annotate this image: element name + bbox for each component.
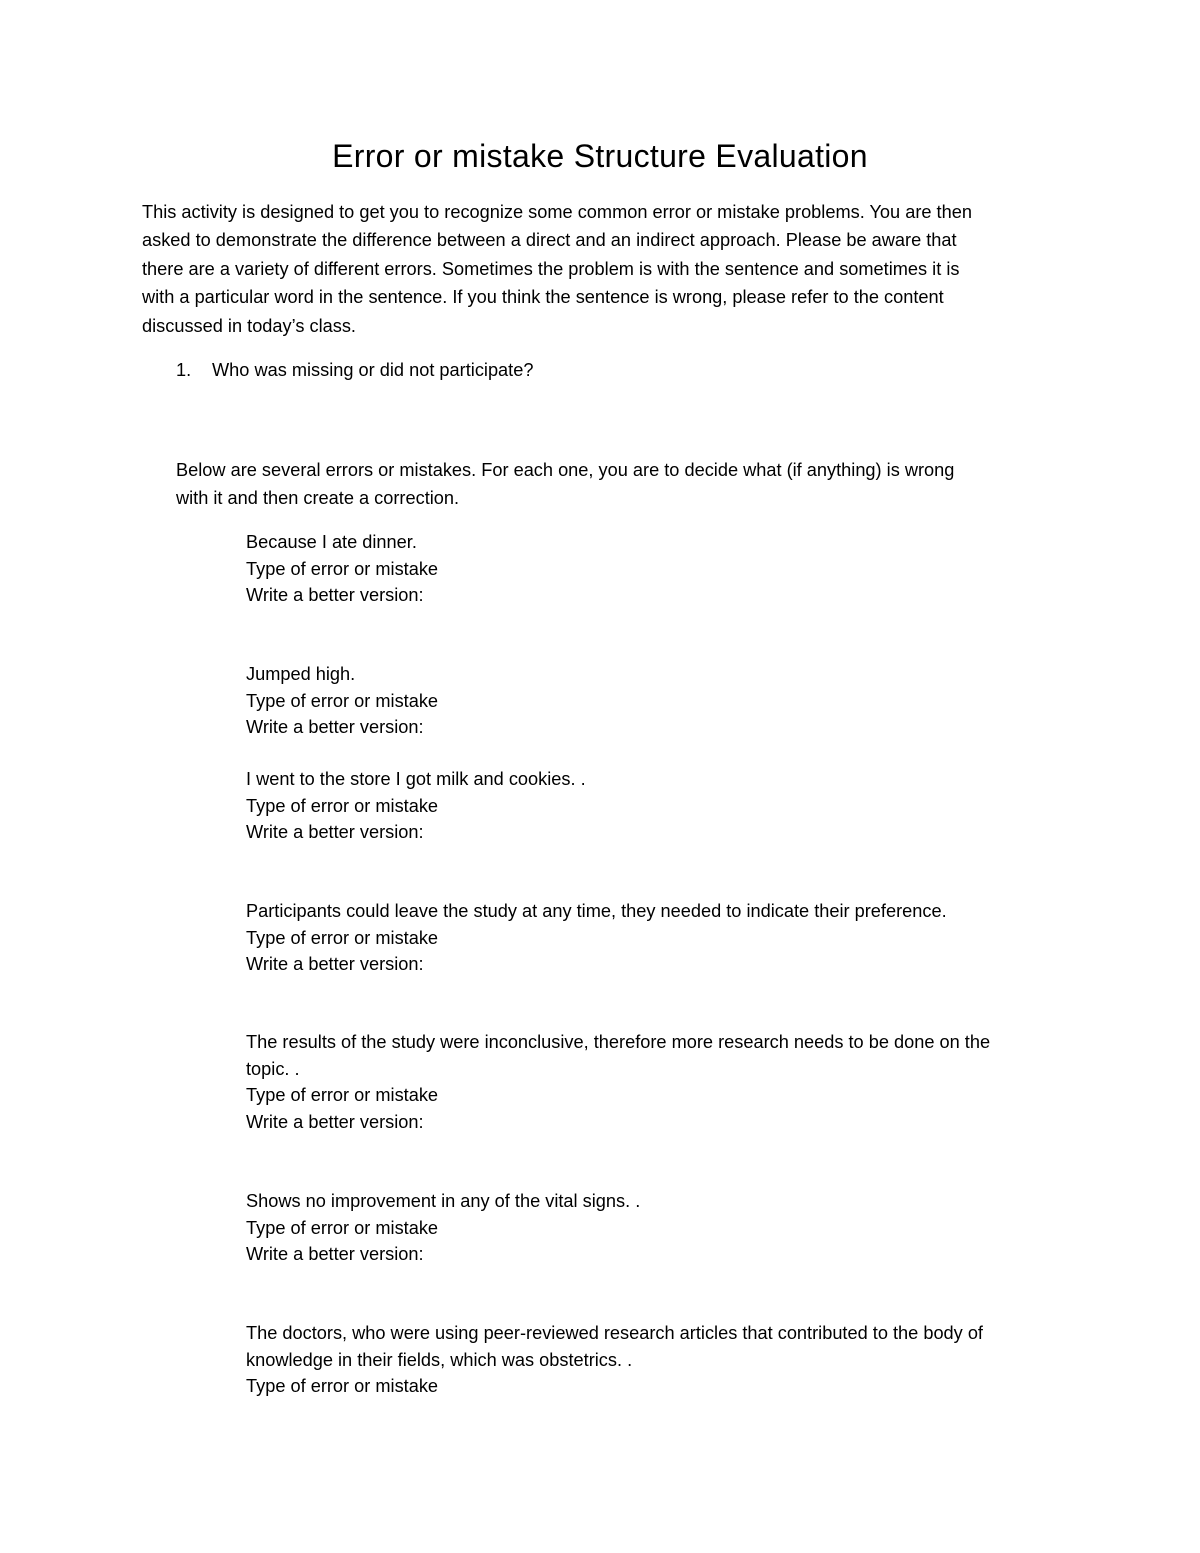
exercise-item — [246, 1320, 983, 1400]
page-title: Error or mistake Structure Evaluation — [332, 138, 868, 174]
exercise-item — [246, 766, 586, 846]
rewrite-label: Write a better version: — [246, 585, 424, 606]
rewrite-label: Write a better version: — [246, 954, 424, 975]
exercise-sentence-continued: knowledge in their fields, which was obstetrics. . — [246, 1349, 633, 1370]
exercise-sentence: Jumped high. — [246, 664, 356, 684]
exercise-sentence: Shows no improvement in any of the vital signs. . — [246, 1191, 641, 1211]
exercise-item — [246, 661, 438, 741]
intro-paragraph — [142, 198, 1062, 340]
rewrite-label: Write a better version: — [246, 717, 424, 738]
intro-line: discussed in today’s class. — [142, 315, 356, 336]
exercise-item — [246, 1188, 640, 1268]
exercise-item — [246, 529, 438, 609]
instructions-line: Below are several errors or mistakes. For each one, you are to decide what (if anything) is wrong — [176, 460, 955, 480]
rewrite-label: Write a better version: — [246, 1244, 424, 1265]
intro-line: there are a variety of different errors. Sometimes the problem is with the sentence and sometimes it is — [142, 258, 960, 279]
intro-line: asked to demonstrate the difference between a direct and an indirect approach. Please be aware that — [142, 230, 957, 251]
instructions-line: with it and then create a correction. — [176, 488, 460, 509]
exercise-sentence: The results of the study were inconclusive, therefore more research needs to be done on the — [246, 1032, 991, 1052]
question-text: Who was missing or did not participate? — [212, 360, 534, 380]
error-type-label: Type of error or mistake — [246, 927, 439, 948]
exercise-sentence-continued: topic. . — [246, 1058, 300, 1079]
numbered-question — [176, 356, 533, 384]
instructions-paragraph — [176, 456, 954, 513]
exercise-sentence: The doctors, who were using peer-reviewed research articles that contributed to the body of — [246, 1323, 983, 1343]
exercise-item — [246, 1029, 990, 1135]
intro-line: This activity is designed to get you to recognize some common error or mistake problems. You are then — [142, 202, 972, 222]
error-type-label: Type of error or mistake — [246, 690, 439, 711]
intro-line: with a particular word in the sentence. If you think the sentence is wrong, please refer to the content — [142, 287, 944, 308]
error-type-label: Type of error or mistake — [246, 795, 439, 816]
exercise-sentence: I went to the store I got milk and cookies. . — [246, 769, 586, 789]
exercise-sentence: Because I ate dinner. — [246, 532, 417, 552]
exercise-sentence: Participants could leave the study at any time, they needed to indicate their preference. — [246, 901, 947, 921]
rewrite-label: Write a better version: — [246, 1111, 424, 1132]
error-type-label: Type of error or mistake — [246, 1376, 439, 1397]
exercise-item — [246, 898, 947, 978]
error-type-label: Type of error or mistake — [246, 558, 439, 579]
rewrite-label: Write a better version: — [246, 822, 424, 843]
question-number: 1. — [176, 360, 192, 380]
error-type-label: Type of error or mistake — [246, 1085, 439, 1106]
error-type-label: Type of error or mistake — [246, 1217, 439, 1238]
